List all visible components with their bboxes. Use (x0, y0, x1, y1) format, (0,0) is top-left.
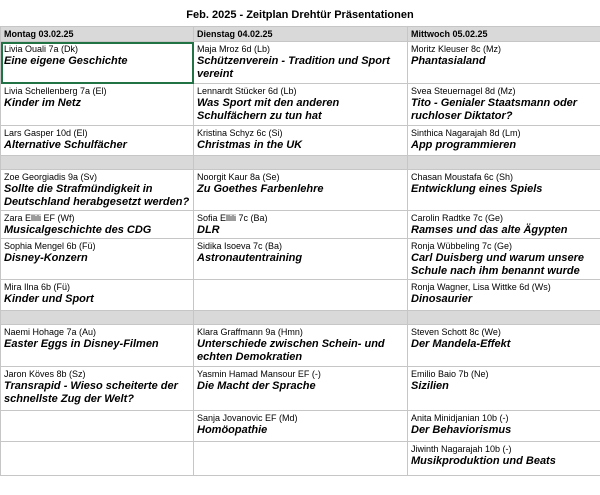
table-row (1, 239, 600, 280)
schedule-cell[interactable] (194, 325, 408, 367)
schedule-cell[interactable] (408, 170, 600, 211)
topic: Schützenverein - Tradition und Sport vereint (197, 55, 390, 80)
presenter: Ronja Wübbeling 7c (Ge) (411, 241, 513, 251)
topic: Alternative Schulfächer (4, 139, 127, 151)
schedule-cell[interactable] (194, 280, 408, 311)
presenter: Naemi Hohage 7a (Au) (4, 327, 97, 337)
topic: Der Behaviorismus (411, 424, 512, 436)
schedule-cell[interactable] (1, 84, 194, 126)
presenter: Sinthica Nagarajah 8d (Lm) (411, 128, 521, 138)
schedule-cell[interactable] (1, 170, 194, 211)
topic: Dinosaurier (411, 293, 473, 305)
topic: Eine eigene Geschichte (4, 55, 128, 67)
presenter: Livia Schellenberg 7a (El) (4, 86, 107, 96)
topic: Was Sport mit den anderen Schulfächern zu tun hat (197, 97, 340, 122)
day-header[interactable]: Mittwoch 05.02.25 (408, 27, 600, 42)
topic: DLR (197, 224, 220, 236)
presenter: Carolin Radtke 7c (Ge) (411, 213, 504, 223)
table-row (1, 126, 600, 156)
schedule-cell[interactable] (194, 170, 408, 211)
schedule-cell[interactable] (408, 325, 600, 367)
separator-cell (408, 311, 600, 325)
topic: Kinder und Sport (4, 293, 94, 305)
schedule-cell[interactable] (194, 442, 408, 476)
schedule-cell[interactable] (1, 280, 194, 311)
schedule-cell[interactable] (1, 126, 194, 156)
schedule-cell[interactable] (194, 211, 408, 239)
schedule-cell[interactable] (408, 126, 600, 156)
topic: Astronautentraining (197, 252, 303, 264)
separator-cell (194, 311, 408, 325)
topic: Ramses und das alte Ägypten (411, 224, 568, 236)
presenter: Steven Schott 8c (We) (411, 327, 501, 337)
presenter: Zara Ellili EF (Wf) (4, 213, 75, 223)
day-header[interactable]: Dienstag 04.02.25 (194, 27, 408, 42)
table-row (1, 367, 600, 411)
topic: Entwicklung eines Spiels (411, 183, 543, 195)
topic: Der Mandela-Effekt (411, 338, 511, 350)
presenter: Klara Graffmann 9a (Hmn) (197, 327, 303, 337)
topic: Musikproduktion und Beats (411, 455, 556, 467)
schedule-cell[interactable] (408, 42, 600, 84)
schedule-cell[interactable] (408, 280, 600, 311)
schedule-cell[interactable] (1, 442, 194, 476)
presenter: Anita Minidjanian 10b (-) (411, 413, 509, 423)
topic: Disney-Konzern (4, 252, 88, 264)
table-row (1, 280, 600, 311)
schedule-cell[interactable] (1, 42, 194, 84)
presenter: Jaron Köves 8b (Sz) (4, 369, 86, 379)
topic: Carl Duisberg und warum unsere Schule nach ihm benannt wurde (411, 252, 584, 277)
table-row (1, 42, 600, 84)
topic: Easter Eggs in Disney-Filmen (4, 338, 159, 350)
topic: Kinder im Netz (4, 97, 82, 109)
presenter: Noorgit Kaur 8a (Se) (197, 172, 280, 182)
presenter: Emilio Baio 7b (Ne) (411, 369, 489, 379)
separator-cell (194, 156, 408, 170)
topic: Transrapid - Wieso scheiterte der schnellste Zug der Welt? (4, 380, 178, 405)
presenter: Zoe Georgiadis 9a (Sv) (4, 172, 98, 182)
separator-cell (408, 156, 600, 170)
presenter: Ronja Wagner, Lisa Wittke 6d (Ws) (411, 282, 551, 292)
header-row (1, 27, 600, 42)
page-title: Feb. 2025 - Zeitplan Drehtür Präsentationen (186, 9, 414, 21)
schedule-cell[interactable] (194, 84, 408, 126)
presenter: Lennardt Stücker 6d (Lb) (197, 86, 297, 96)
presenter: Maja Mroz 6d (Lb) (197, 44, 271, 54)
separator-cell (1, 156, 194, 170)
separator-cell (1, 311, 194, 325)
presenter: Sofia Ellili 7c (Ba) (197, 213, 268, 223)
presenter: Sidika Isoeva 7c (Ba) (197, 241, 283, 251)
separator-row (1, 311, 600, 325)
table-row (1, 84, 600, 126)
table-row (1, 170, 600, 211)
separator-row (1, 156, 600, 170)
presenter: Kristina Schyz 6c (Si) (197, 128, 283, 138)
table-row (1, 211, 600, 239)
presenter: Sanja Jovanovic EF (Md) (197, 413, 298, 423)
topic: Sollte die Strafmündigkeit in Deutschland herabgesetzt werden? (4, 183, 190, 208)
table-row (1, 411, 600, 442)
schedule-cell[interactable] (194, 42, 408, 84)
presenter: Livia Ouali 7a (Dk) (4, 44, 79, 54)
schedule-cell[interactable] (408, 239, 600, 280)
schedule-cell[interactable] (408, 442, 600, 476)
schedule-cell[interactable] (194, 126, 408, 156)
table-row (1, 325, 600, 367)
schedule-cell[interactable] (408, 84, 600, 126)
topic: Christmas in the UK (197, 139, 303, 151)
schedule-cell[interactable] (1, 367, 194, 411)
presenter: Chasan Moustafa 6c (Sh) (411, 172, 514, 182)
topic: Unterschiede zwischen Schein- und echten Demokratien (197, 338, 385, 363)
topic: Zu Goethes Farbenlehre (197, 183, 324, 195)
presenter: Sophia Mengel 6b (Fü) (4, 241, 96, 251)
schedule-cell[interactable] (194, 411, 408, 442)
schedule-cell[interactable] (194, 367, 408, 411)
schedule-cell[interactable] (1, 325, 194, 367)
topic: Die Macht der Sprache (197, 380, 316, 392)
presenter: Moritz Kleuser 8c (Mz) (411, 44, 502, 54)
schedule-cell[interactable] (408, 367, 600, 411)
topic: Homöopathie (197, 424, 268, 436)
schedule-cell[interactable] (1, 239, 194, 280)
day-header[interactable]: Montag 03.02.25 (1, 27, 194, 42)
presenter: Mira Ilna 6b (Fü) (4, 282, 71, 292)
topic: App programmieren (411, 139, 517, 151)
topic: Sizilien (411, 380, 449, 392)
presenter: Svea Steuernagel 8d (Mz) (411, 86, 516, 96)
schedule-cell[interactable] (1, 411, 194, 442)
topic: Phantasialand (411, 55, 486, 67)
presenter: Lars Gasper 10d (El) (4, 128, 88, 138)
topic: Musicalgeschichte des CDG (4, 224, 152, 236)
schedule-cell[interactable] (408, 411, 600, 442)
topic: Tito - Genialer Staatsmann oder ruchloser Diktator? (411, 97, 578, 122)
schedule-cell[interactable] (1, 211, 194, 239)
schedule-table (0, 26, 600, 476)
schedule-cell[interactable] (408, 211, 600, 239)
schedule-cell[interactable] (194, 239, 408, 280)
presenter: Yasmin Hamad Mansour EF (-) (197, 369, 321, 379)
table-row (1, 442, 600, 476)
presenter: Jiwinth Nagarajah 10b (-) (411, 444, 512, 454)
